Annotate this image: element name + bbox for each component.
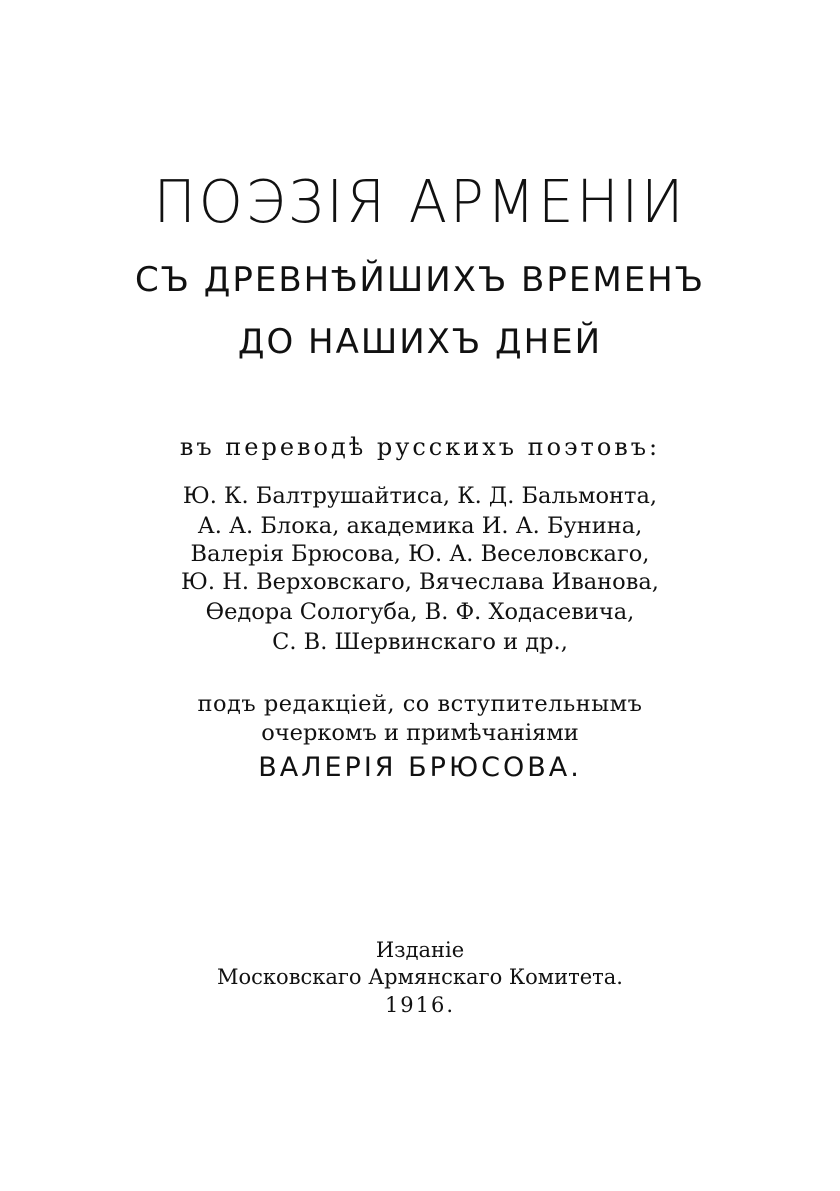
publisher: Московскаго Армянскаго Комитета. bbox=[217, 965, 623, 989]
poets-line: Валерія Брюсова, Ю. А. Веселовскаго, bbox=[190, 541, 650, 567]
book-title: ПОЭЗІЯ АРМЕНІИ bbox=[153, 168, 687, 237]
editor-line-2: очеркомъ и примѣчаніями bbox=[261, 720, 579, 746]
editor-line-1: подъ редакціей, со вступительнымъ bbox=[197, 691, 643, 717]
subtitle-line-2: ДО НАШИХЪ ДНЕЙ bbox=[237, 322, 603, 362]
poets-line: Ю. Н. Верховскаго, Вячеслава Иванова, bbox=[181, 569, 659, 595]
imprint-label: Изданіе bbox=[375, 938, 465, 962]
poets-line: Ю. К. Балтрушайтиса, К. Д. Бальмонта, bbox=[182, 483, 658, 509]
poets-line: А. А. Блока, академика И. А. Бунина, bbox=[197, 513, 643, 539]
publication-year: 1916. bbox=[384, 993, 456, 1017]
editor-name: ВАЛЕРІЯ БРЮСОВА. bbox=[258, 752, 582, 783]
translation-intro: въ переводѣ русскихъ поэтовъ: bbox=[179, 433, 661, 461]
subtitle-line-1: СЪ ДРЕВНѢЙШИХЪ ВРЕМЕНЪ bbox=[134, 260, 706, 300]
poets-line: С. В. Шервинскаго и др., bbox=[272, 629, 568, 655]
poets-line: Ѳедора Сологуба, В. Ф. Ходасевича, bbox=[205, 599, 635, 625]
